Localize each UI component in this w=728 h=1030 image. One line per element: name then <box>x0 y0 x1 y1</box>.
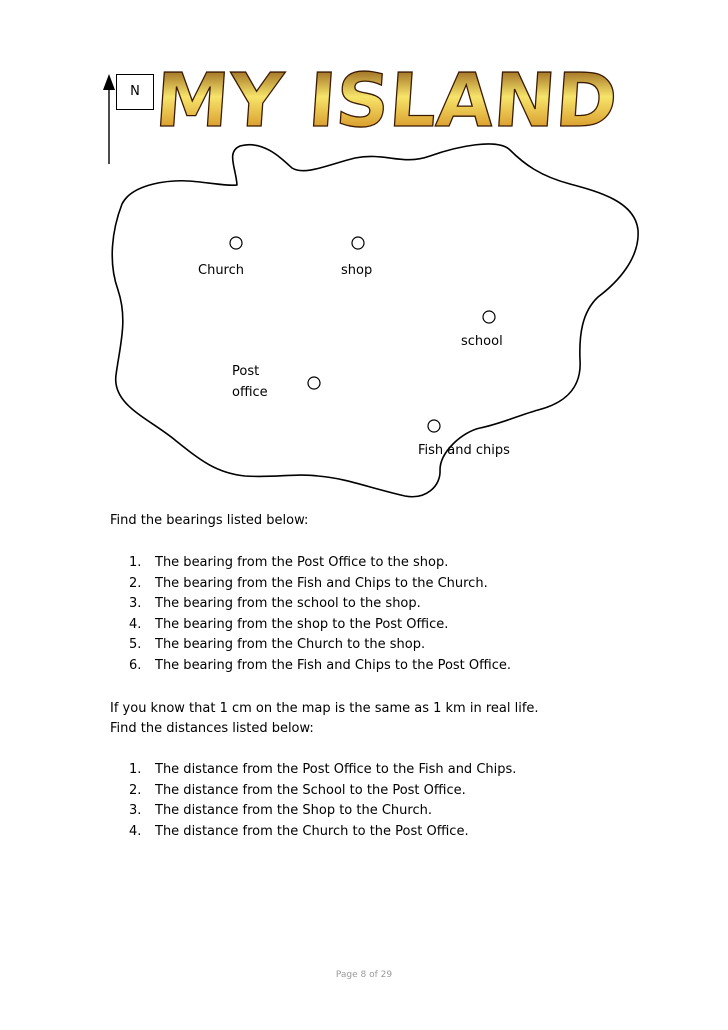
list-item: 2. The bearing from the Fish and Chips to the Church. <box>129 575 488 591</box>
list-item: 1. The distance from the Post Office to the Fish and Chips. <box>129 762 517 777</box>
shop-marker <box>352 237 364 249</box>
fish-and-chips-marker <box>428 420 440 432</box>
list-item: 5. The bearing from the Church to the shop. <box>129 637 426 652</box>
church-label: Church <box>198 263 245 278</box>
post-office-marker <box>308 377 320 389</box>
list-item: 3. The distance from the Shop to the Church. <box>129 803 432 818</box>
list-item: 2. The distance from the School to the Post Office. <box>129 782 466 798</box>
list-item: 4. The bearing from the shop to the Post Office. <box>129 616 449 632</box>
distances-intro-line1: If you know that 1 cm on the map is the same as 1 km in real life. <box>110 701 539 716</box>
list-item: 3. The bearing from the school to the shop. <box>129 596 421 611</box>
list-item: 4. The distance from the Church to the Post Office. <box>129 823 469 839</box>
shop-label: shop <box>341 263 373 278</box>
fish-and-chips-label: Fish and chips <box>418 443 510 458</box>
school-label: school <box>461 334 503 349</box>
title-text: MY ISLAND <box>152 58 621 144</box>
north-label: N <box>116 74 154 110</box>
school-marker <box>483 311 495 323</box>
distances-intro-line2: Find the distances listed below: <box>110 721 314 736</box>
distances-list <box>110 760 516 842</box>
list-item: 1. The bearing from the Post Office to the shop. <box>129 555 449 570</box>
bearings-list <box>110 553 511 676</box>
post-office-label-line2: office <box>232 385 268 400</box>
bearings-intro: Find the bearings listed below: <box>110 513 309 528</box>
church-marker <box>230 237 242 249</box>
island-outline <box>112 144 638 497</box>
post-office-label-line1: Post <box>232 364 260 379</box>
page-footer: Page 8 of 29 <box>335 970 393 980</box>
list-item: 6. The bearing from the Fish and Chips to the Post Office. <box>129 657 511 673</box>
